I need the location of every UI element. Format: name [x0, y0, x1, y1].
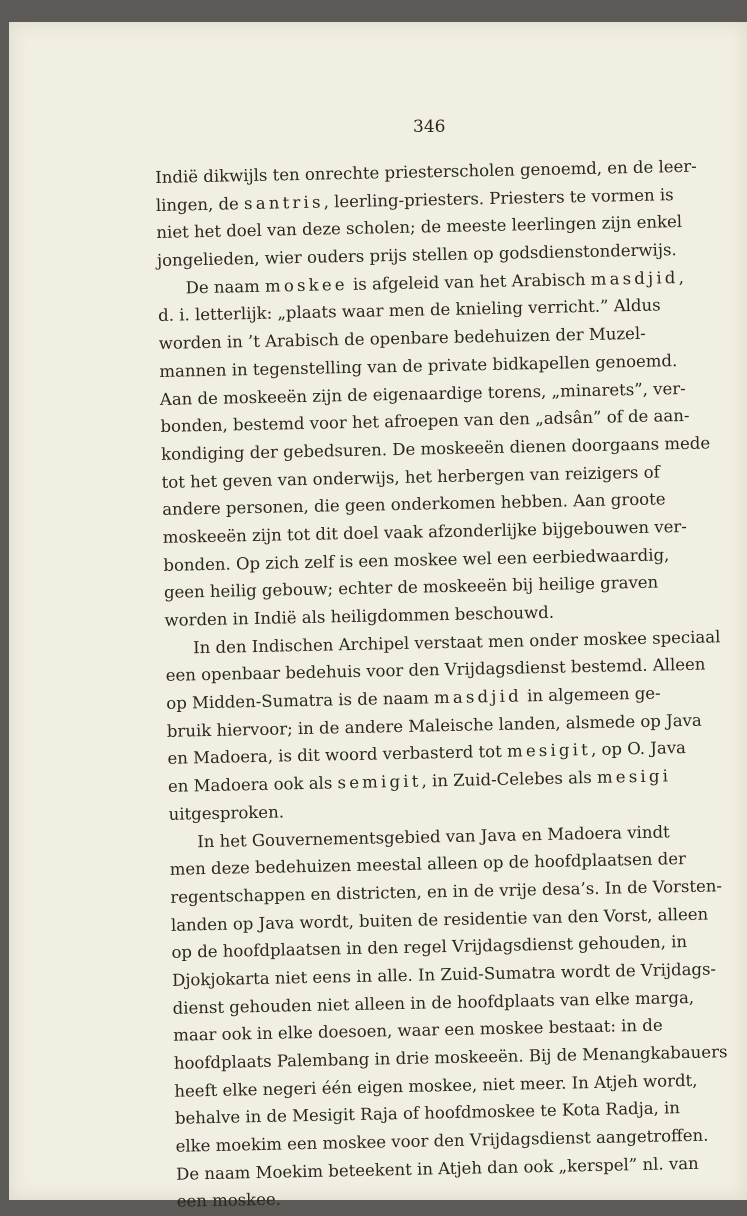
text-run: worden in Indië als heiligdommen beschouwd.: [164, 602, 555, 630]
page-number: 346: [413, 117, 446, 137]
text-run: kondiging der gebedsuren. De moskeeën dienen doorgaans mede: [160, 433, 711, 464]
text-run: lingen, de: [155, 193, 245, 215]
text-run: moskeeën zijn tot dit doel vaak afzonderlijke bijgebouwen ver-: [162, 516, 688, 547]
spaced-term: masdjid: [590, 267, 679, 289]
text-run: en Madoera, is dit woord verbasterd tot: [167, 742, 508, 769]
book-page: [9, 22, 747, 1212]
text-run: elke moekim een moskee voor den Vrijdagsdienst aangetroffen.: [175, 1125, 709, 1156]
text-run: behalve in de Mesigit Raja of hoofdmoskee te Kota Radja, in: [174, 1098, 681, 1129]
text-run: een openbaar bedehuis voor den Vrijdagsdienst bestemd. Alleen: [165, 654, 706, 686]
text-run: heeft elke negeri één eigen moskee, niet meer. In Atjeh wordt,: [174, 1070, 698, 1101]
text-run: bonden. Op zich zelf is een moskee wel een eerbiedwaardig,: [163, 544, 670, 575]
text-run: maar ook in elke doesoen, waar een moskee bestaat: in de: [173, 1015, 663, 1046]
text-run: d. i. letterlijk: „plaats waar men de knieling verricht.” Aldus: [157, 295, 661, 326]
text-run: In het Gouvernementsgebied van Java en Madoera vindt: [196, 821, 670, 851]
text-run: tot het geven van onderwijs, het herbergen van reizigers of: [161, 462, 660, 492]
text-run: een moskee.: [176, 1190, 282, 1212]
text-run: , leerling-priesters. Priesters te vormen is: [323, 184, 674, 212]
text-run: De naam Moekim beteekent in Atjeh dan ook „kerspel” nl. van: [175, 1153, 699, 1184]
text-run: , op O. Java: [590, 738, 687, 760]
body-text: [155, 152, 739, 1216]
text-run: hoofdplaats Palembang in drie moskeeën. Bij de Menangkabauers: [173, 1042, 728, 1073]
text-run: landen op Java wordt, buiten de residentie van den Vorst, alleen: [170, 904, 709, 935]
text-run: , in Zuid-Celebes als: [421, 768, 598, 791]
text-run: op de hoofdplaatsen in den regel Vrijdagsdienst gehouden, in: [171, 932, 688, 963]
text-run: mannen in tegenstelling van de private bidkapellen genoemd.: [159, 350, 678, 381]
text-run: andere personen, die geen onderkomen hebben. Aan groote: [162, 489, 666, 520]
spaced-term: moskee: [264, 274, 348, 296]
text-line-content: [176, 1186, 281, 1216]
text-run: jongelieden, wier ouders prijs stellen op godsdienstonderwijs.: [156, 240, 677, 271]
text-run: en Madoera ook als: [167, 773, 338, 796]
text-run: bonden, bestemd voor het afroepen van den „adsân” of de aan-: [160, 406, 690, 437]
text-run: is afgeleid van het Arabisch: [347, 269, 591, 294]
spaced-term: mesigit: [506, 740, 592, 762]
text-run: Djokjokarta niet eens in alle. In Zuid-Sumatra wordt de Vrijdags-: [171, 959, 717, 990]
text-run: De naam: [185, 276, 266, 298]
text-run: in algemeen ge-: [521, 683, 661, 706]
text-run: Aan de moskeeën zijn de eigenaardige torens, „minarets”, ver-: [159, 378, 686, 409]
text-run: bruik hiervoor; in de andere Maleische landen, alsmede op Java: [166, 710, 702, 741]
text-run: uitgesproken.: [168, 802, 285, 824]
spaced-term: santris: [243, 192, 324, 213]
text-run: niet het doel van deze scholen; de meeste leerlingen zijn enkel: [156, 212, 683, 243]
text-line-content: [168, 798, 284, 828]
text-run: ,: [678, 267, 685, 287]
text-run: dienst gehouden niet alleen in de hoofdplaats van elke marga,: [172, 987, 695, 1018]
text-run: op Midden-Sumatra is de naam: [166, 688, 435, 713]
spaced-term: masdjid: [433, 686, 523, 708]
text-run: geen heilig gebouw; echter de moskeeën bij heilige graven: [163, 572, 659, 603]
text-run: worden in ’t Arabisch de openbare bedehuizen der Muzel-: [158, 323, 646, 354]
spaced-term: semigit: [337, 771, 422, 793]
text-run: regentschappen en districten, en in de vrije desa’s. In de Vorsten-: [170, 876, 723, 907]
text-run: In den Indischen Archipel verstaat men onder moskee speciaal: [192, 626, 721, 657]
text-run: Indië dikwijls ten onrechte priesterscholen genoemd, en de leer-: [155, 156, 697, 187]
text-run: men deze bedehuizen meestal alleen op de hoofdplaatsen der: [169, 849, 687, 880]
spaced-term: mesigi: [596, 766, 672, 788]
